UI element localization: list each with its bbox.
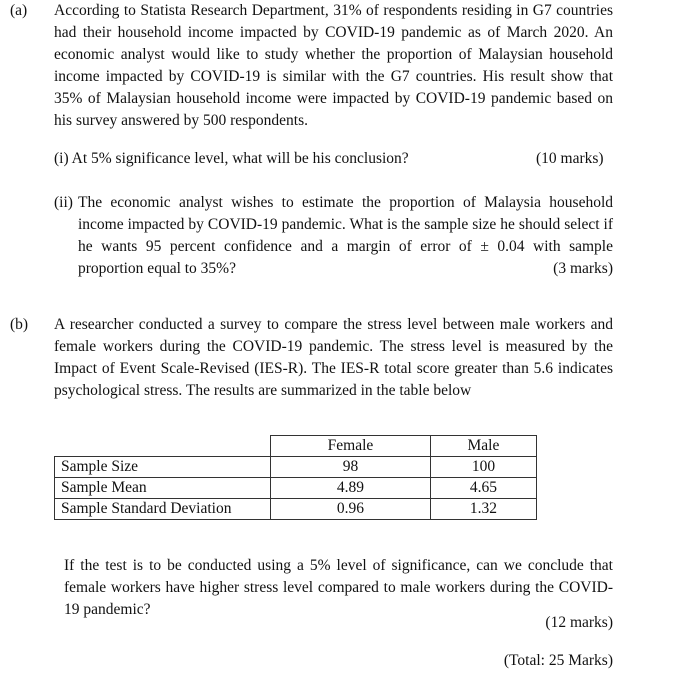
- cell-male: 4.65: [430, 478, 536, 499]
- part-b-marks: (12 marks): [545, 614, 613, 631]
- table-corner: [55, 436, 271, 457]
- cell-female: 4.89: [271, 478, 431, 499]
- table-row: [55, 478, 537, 499]
- row-label: Sample Standard Deviation: [55, 499, 271, 520]
- row-label: Sample Mean: [55, 478, 271, 499]
- part-a-label: (a): [10, 2, 28, 19]
- part-b-question: If the test is to be conducted using a 5% level of significance, can we conclude that female workers have higher stress level compared to male workers during the COVID-19 pandemic?: [64, 557, 613, 618]
- question-a-i: (i) At 5% significance level, what will be his conclusion?: [54, 150, 409, 167]
- cell-male: 100: [430, 457, 536, 478]
- table-header-female: Female: [271, 436, 431, 457]
- question-a-ii-label: (ii): [54, 194, 73, 211]
- row-label: Sample Size: [55, 457, 271, 478]
- question-a-i-marks: (10 marks): [536, 150, 604, 167]
- table-row: [55, 457, 537, 478]
- total-marks: (Total: 25 Marks): [503, 652, 613, 669]
- part-b-text: A researcher conducted a survey to compare the stress level between male workers and female workers during the COVID-19 pandemic. The stress level is measured by the Impact of Event Scale-Revised (IES-R). The IES-R total score greater than 5.6 indicates psychological stress. The results are summarized in the table below: [54, 316, 613, 399]
- summary-table: [54, 435, 537, 520]
- question-a-ii-text: The economic analyst wishes to estimate the proportion of Malaysia household income impacted by COVID-19 pandemic. What is the sample size he should select if he wants 95 percent confidence and a margin of error of ± 0.04 with sample proportion equal to 35%?: [78, 194, 613, 277]
- cell-male: 1.32: [430, 499, 536, 520]
- question-a-ii-marks: (3 marks): [553, 260, 613, 277]
- part-a-text: According to Statista Research Department, 31% of respondents residing in G7 countries had their household income impacted by COVID-19 pandemic as of March 2020. An economic analyst would like to study whether the proportion of Malaysian household income impacted by COVID-19 is similar with the G7 countries. His result show that 35% of Malaysian household income were impacted by COVID-19 pandemic based on his survey answered by 500 respondents.: [54, 2, 613, 129]
- part-b-label: (b): [10, 316, 29, 333]
- table-header-row: [55, 436, 537, 457]
- table-header-male: Male: [430, 436, 536, 457]
- cell-female: 98: [271, 457, 431, 478]
- cell-female: 0.96: [271, 499, 431, 520]
- table-row: [55, 499, 537, 520]
